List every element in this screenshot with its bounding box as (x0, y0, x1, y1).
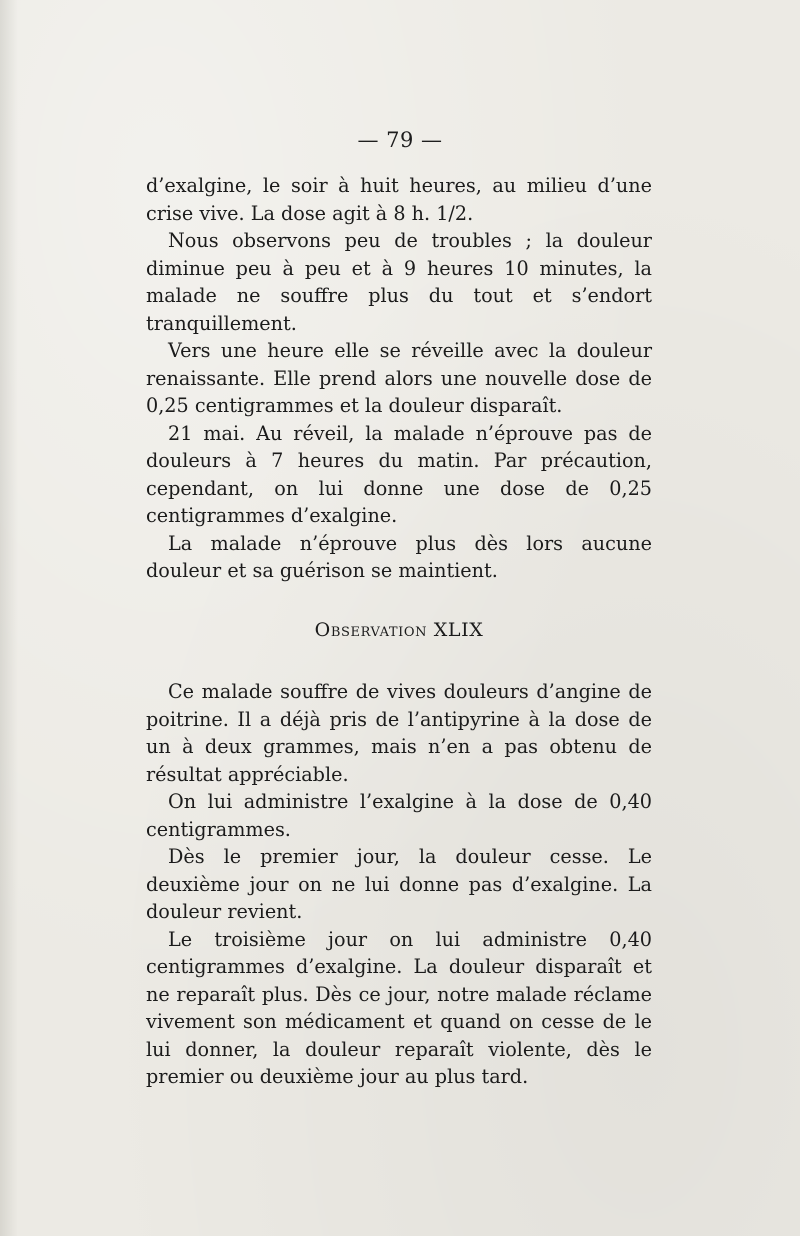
paragraph: 21 mai. Au réveil, la malade n’éprouve pas de douleurs à 7 heures du matin. Par précaution, cependant, on lui donne une dose de 0,25 centigrammes d’exalgine. (146, 421, 652, 527)
section-heading (146, 585, 652, 679)
page-number: — 79 — (357, 128, 443, 152)
paragraph: Le troisième jour on lui administre 0,40 centigrammes d’exalgine. La douleur disparaît et ne reparaît plus. Dès ce jour, notre malade réclame vivement son médicament et quand on cesse de le lui donner, la douleur reparaît violente, dès le premier ou deuxième jour au plus tard. (146, 927, 652, 1088)
heading-numeral: XLIX (433, 618, 484, 641)
paragraph: On lui administre l’exalgine à la dose de 0,40 centigrammes. (146, 790, 652, 841)
heading-word: Observation (314, 618, 428, 641)
paragraph: La malade n’éprouve plus dès lors aucune douleur et sa guérison se maintient. (146, 531, 652, 582)
page-edge-shadow (0, 0, 18, 1236)
paragraph: Ce malade souffre de vives douleurs d’angine de poitrine. Il a déjà pris de l’antipyrine à la dose de un à deux grammes, mais n’en a pas obtenu de résultat appréciable. (146, 680, 652, 786)
body-text (146, 172, 652, 1091)
paragraph: Dès le premier jour, la douleur cesse. Le deuxième jour on ne lui donne pas d’exalgine. La douleur revient. (146, 845, 652, 923)
paragraph: Vers une heure elle se réveille avec la douleur renaissante. Elle prend alors une nouvelle dose de 0,25 centigrammes et la douleur disparaît. (146, 339, 652, 417)
paragraph: d’exalgine, le soir à huit heures, au milieu d’une crise vive. La dose agit à 8 h. 1/2. (146, 174, 652, 225)
paragraph: Nous observons peu de troubles ; la douleur diminue peu à peu et à 9 heures 10 minutes, la malade ne souffre plus du tout et s’endort tranquillement. (146, 229, 652, 335)
